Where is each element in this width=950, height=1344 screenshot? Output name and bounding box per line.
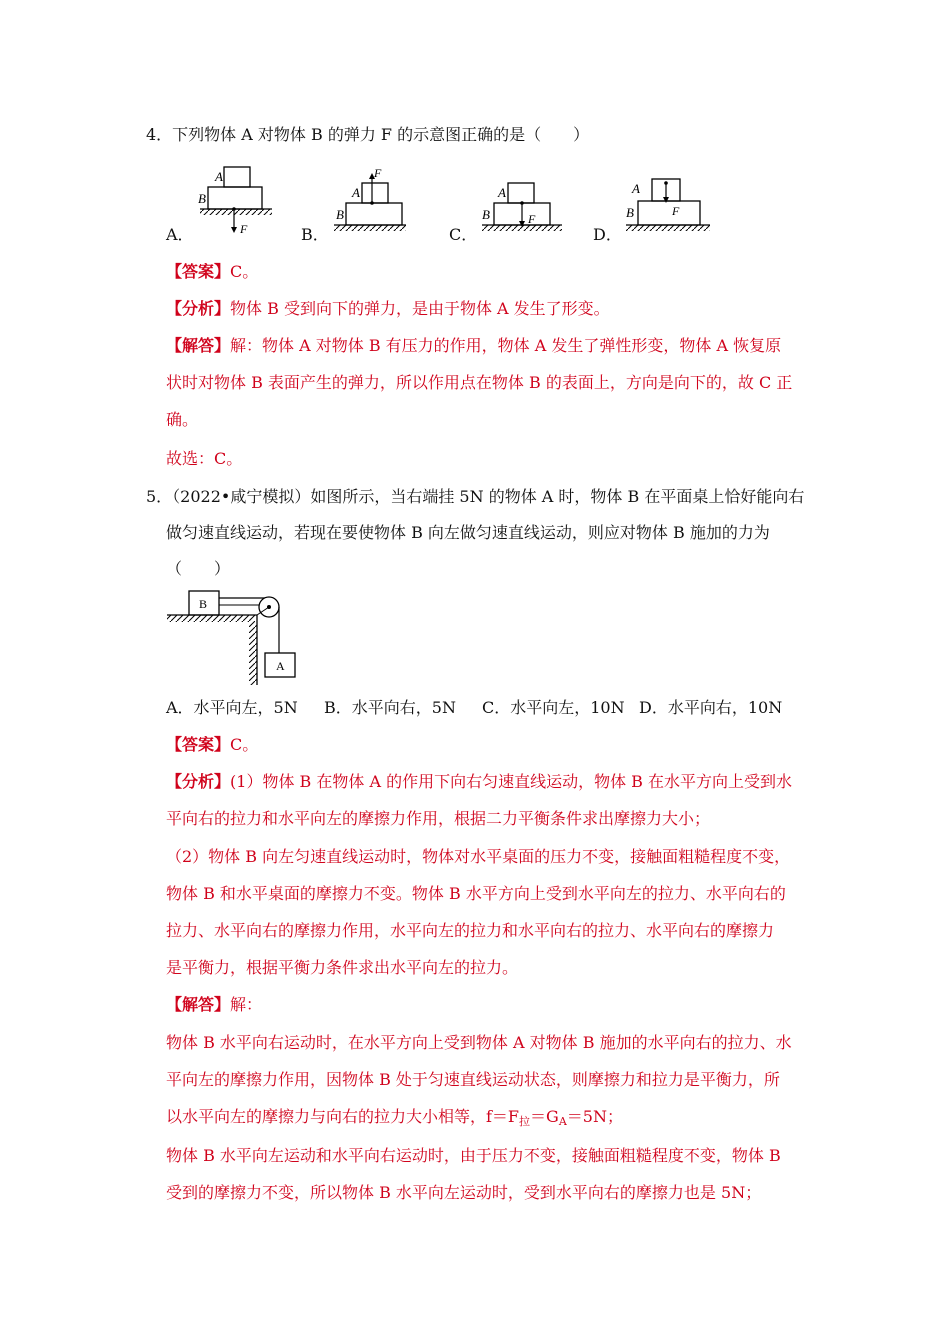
q4-figure-c — [478, 163, 563, 238]
q4-option-a[interactable]: A． — [166, 225, 194, 244]
q5-solution-line-2: 平向左的摩擦力作用，因物体 B 处于匀速直线运动状态，则摩擦力和拉力是平衡力，所 — [166, 1070, 780, 1089]
q5-analysis-line-1: 【分析】(1）物体 B 在物体 A 的作用下向右匀速直线运动，物体 B 在水平方向上受到水 — [166, 772, 793, 791]
q5-solution-line-5: 受到的摩擦力不变，所以物体 B 水平向左运动时，受到水平向右的摩擦力也是 5N； — [166, 1183, 762, 1202]
fig-b-label-f: F — [374, 166, 382, 180]
q5-solution-line-3: 以水平向左的摩擦力与向右的拉力大小相等，$f=F_拉=G_A=5N$； — [166, 1107, 623, 1128]
fig-d-label-f: F — [672, 204, 680, 218]
q5-analysis-line-4: 物体 B 和水平桌面的摩擦力不变。物体 B 水平方向上受到水平向左的拉力、水平向右的 — [166, 884, 786, 903]
q4-figure-d — [622, 163, 714, 238]
q4-solution-line-1: 【解答】解：物体 A 对物体 B 有压力的作用，物体 A 发生了弹性形变，物体 A 恢复原 — [166, 336, 782, 355]
fig-c-label-b: B — [482, 207, 490, 222]
q5-analysis-line-5: 拉力、水平向右的摩擦力作用，水平向左的拉力和水平向右的拉力、水平向右的摩擦力 — [166, 921, 775, 940]
q4-stem: 4．下列物体 A 对物体 B 的弹力 F 的示意图正确的是（ ） — [146, 125, 590, 144]
q4-solution-line-2: 状时对物体 B 表面产生的弹力，所以作用点在物体 B 的表面上，方向是向下的，故 C 正 — [166, 373, 793, 392]
fig-c-label-a: A — [498, 185, 506, 200]
q5-stem-line-1: 5．（2022•咸宁模拟）如图所示，当右端挂 5N 的物体 A 时，物体 B 在平面桌上恰好能向右 — [146, 487, 805, 506]
q5-figure-pulley — [165, 585, 305, 690]
fig-a-label-f: F — [240, 222, 248, 236]
q5-solution-line-1: 物体 B 水平向右运动时，在水平方向上受到物体 A 对物体 B 施加的水平向右的拉力、水 — [166, 1033, 792, 1052]
fig5-label-a: A — [276, 659, 285, 673]
q5-option-b[interactable]: B．水平向右，5N — [324, 698, 456, 717]
fig5-label-b: B — [199, 597, 208, 611]
q4-option-d[interactable]: D． — [593, 225, 622, 244]
fig-a-label-a: A — [215, 169, 223, 184]
q4-analysis: 【分析】物体 B 受到向下的弹力，是由于物体 A 发生了形变。 — [166, 299, 610, 318]
q4-choice: 故选：C。 — [166, 449, 243, 468]
fig-d-label-a: A — [632, 181, 640, 196]
q5-option-d[interactable]: D．水平向右，10N — [639, 698, 783, 717]
q5-stem-line-3: （ ） — [166, 559, 231, 578]
q5-option-a[interactable]: A．水平向左，5N — [166, 698, 298, 717]
q5-answer: 【答案】C。 — [166, 735, 259, 754]
q4-answer: 【答案】C。 — [166, 262, 259, 281]
fig-d-label-b: B — [626, 205, 634, 220]
fig-b-label-b: B — [336, 207, 344, 222]
q5-analysis-line-2: 平向右的拉力和水平向左的摩擦力作用，根据二力平衡条件求出摩擦力大小； — [166, 809, 711, 828]
q5-stem-line-2: 做匀速直线运动，若现在要使物体 B 向左做匀速直线运动，则应对物体 B 施加的力为 — [166, 523, 770, 542]
fig-b-label-a: A — [352, 185, 360, 200]
q4-figure-b — [330, 163, 410, 238]
fig-c-label-f: F — [528, 212, 536, 226]
q5-option-c[interactable]: C．水平向左，10N — [482, 698, 625, 717]
q5-solution-head: 【解答】解： — [166, 995, 263, 1014]
q4-solution-line-3: 确。 — [166, 410, 199, 429]
q5-analysis-line-3: （2）物体 B 向左匀速直线运动时，物体对水平桌面的压力不变，接触面粗糙程度不变， — [166, 847, 791, 866]
q5-solution-line-4: 物体 B 水平向左运动和水平向右运动时，由于压力不变，接触面粗糙程度不变，物体 B — [166, 1146, 781, 1165]
q4-figure-a — [196, 163, 276, 238]
q4-option-c[interactable]: C． — [449, 225, 478, 244]
q5-analysis-line-6: 是平衡力，根据平衡力条件求出水平向左的拉力。 — [166, 958, 519, 977]
q4-option-b[interactable]: B． — [301, 225, 329, 244]
fig-a-label-b: B — [198, 191, 206, 206]
